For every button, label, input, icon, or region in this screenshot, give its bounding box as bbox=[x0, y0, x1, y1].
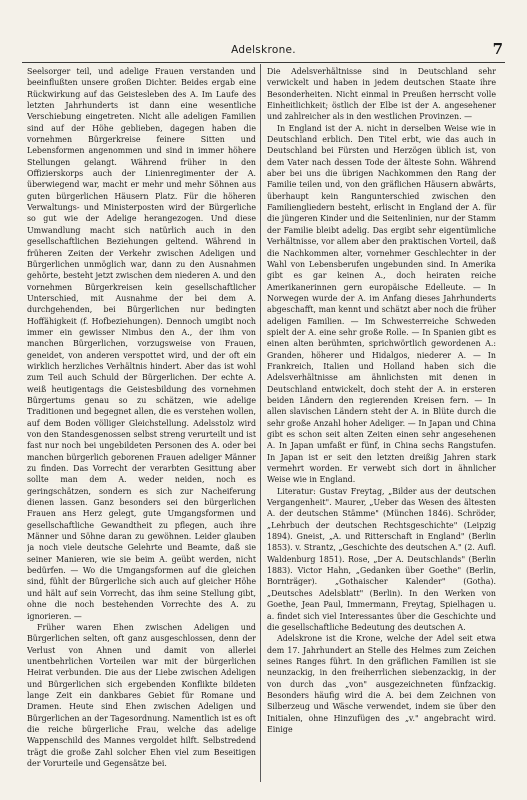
page-number: 7 bbox=[492, 40, 503, 58]
literature-paragraph: Literatur: Gustav Freytag, „Bilder aus der deutschen Vergangenheit". Maurer, „Ueber das Wesen des ältesten A. der deutschen Stämme" (München 1846). Schröder, „Lehrbuch der deutschen Rechtsgeschichte" (Leipzig 1894). Gneist, „A. und Ritterschaft in England" (Berlin 1853). v. Strantz, „Geschichte des deutschen A." (2. Aufl. Waldenburg 1851). Rose, „Der A. Deutschlands" (Berlin 1883). Victor Hahn, „Gedanken über Goethe" (Berlin, Bornträger). „Gothaischer Kalender" (Gotha). „Deutsches Adelsblatt" (Berlin). In den Werken von Goethe, Jean Paul, Immermann, Freytag, Spielhagen u. a. findet sich viel Interessantes über die Geschichte und die gesellschaftliche Bedeutung des deutschen A. bbox=[267, 486, 496, 632]
body-paragraph: Früher waren Ehen zwischen Adeligen und Bürgerlichen selten, oft ganz ausgeschlossen, denn der Verlust von Ahnen und damit von allerlei unentbehrlichen Vorteilen war mit der bürgerlichen Heirat verbunden. Die aus der Liebe zwischen Adeligen und Bürgerlichen sich ergebenden Konflikte bildeten lange Zeit ein dankbares Gebiet für Romane und Dramen. Heute sind Ehen zwischen Adeligen und Bürgerlichen an der Tagesordnung. Namentlich ist es oft die reiche bürgerliche Frau, welche das adelige Wappenschild des Mannes vergoldet hilft. Selbstredend trägt die große Zahl solcher Ehen viel zum Beseitigen der Vorurteile und Gegensätze bei. bbox=[27, 622, 256, 768]
column-divider bbox=[260, 64, 261, 782]
body-paragraph: In England ist der A. nicht in derselben Weise wie in Deutschland erblich. Den Titel erbt, wie das auch in Deutschland bei Fürsten und Herzögen üblich ist, von dem Vater nach dessen Tode der älteste Sohn. Während aber bei uns die übrigen Nachkommen den Rang der Familie teilen und, von den gräflichen Häusern abwärts, überhaupt kein Rangunterschied zwischen den Familiengliedern besteht, erlischt in England der A. für die jüngeren Kinder und die Seitenlinien, nur der Stamm der Familie bleibt adelig. Das ergibt sehr eigentümliche Verhältnisse, vor allem aber den praktischen Vorteil, daß die Nachkommen alter, vornehmer Geschlechter in der Wahl von Lebensberufen ungebunden sind. In Amerika gibt es gar keinen A., doch heiraten reiche Amerikanerinnen gern europäische Edelleute. — In Norwegen wurde der A. im Anfang dieses Jahrhunderts abgeschafft, man kennt und schätzt aber noch die früher adeligen Familien. — Im Schwesterreiche Schweden spielt der A. eine sehr große Rolle. — In Spanien gibt es einen alten berühmten, sprichwörtlich gewordenen A.: Granden, höherer und Hidalgos, niederer A. — In Frankreich, Italien und Holland haben sich die Adelsverhältnisse am ähnlichsten mit denen in Deutschland entwickelt, doch steht der A. in ersteren beiden Ländern den regierenden Kreisen fern. — In allen slavischen Ländern steht der A. in Blüte durch die sehr große Anzahl hoher Adeliger. — In Japan und China gibt es schon seit alten Zeiten einen sehr angesehenen A. In Japan umfaßt er fünf, in China sechs Rangstufen. In Japan ist er seit den letzten dreißig Jahren stark vermehrt worden. Er verwebt sich dort in ähnlicher Weise wie in England. bbox=[267, 123, 496, 485]
right-column bbox=[267, 66, 496, 786]
body-paragraph: Seelsorger teil, und adelige Frauen verstanden und beeinflußten unsere großen Dichter. Beides ergab eine Rückwirkung auf das Geistesleben des A. Im Laufe des letzten Jahrhunderts ist dann eine wesentliche Verschiebung eingetreten. Nicht alle adeligen Familien sind auf der Höhe geblieben, dagegen haben die vornehmen Bürgerkreise feinere Sitten und Lebensformen angenommen und sind in immer höhere Stellungen gelangt. Während früher in den Offizierskorps auch der Linienregimenter der A. überwiegend war, macht er mehr und mehr Söhnen aus guten bürgerlichen Häusern Platz. Für die höheren Verwaltungs- und Ministerposten wird der Bürgerliche so gut wie der Adelige herangezogen. Und diese Umwandlung macht sich natürlich auch in den gesellschaftlichen Beziehungen geltend. Während in früheren Zeiten der Verkehr zwischen Adeligen und Bürgerlichen unmöglich war, dann zu den Ausnahmen gehörte, besteht jetzt zwischen dem niederen A. und den vornehmen Bürgerkreisen kein gesellschaftlicher Unterschied, mit Ausnahme der bei dem A. durchgehenden, bei Bürgerlichen nur bedingten Hoffähigkeit (f. Hofbeziehungen). Dennoch umgibt noch immer ein gewisser Nimbus den A., der ihm von manchen Bürgerlichen, vorzugsweise von Frauen, geneidet, von anderen verspottet wird, und der oft ein wirklich herzliches Verhältnis hindert. Aber das ist wohl zum Teil auch Schuld der Bürgerlichen. Der echte A. weiß heutigentags die Geistesbildung des vornehmen Bürgertums genau so zu schätzen, wie adelige Traditionen und begegnet allen, die es verstehen wollen, auf dem Boden völliger Gleichstellung. Adelsstolz wird von den Standesgenossen selbst streng verurteilt und ist fast nur noch bei ungebildeten Personen des A. oder bei manchen bürgerlich geborenen Frauen adeliger Männer zu finden. Das Vorrecht der verarbten Gesittung aber sollte man dem A. weder neiden, noch es geringschätzen, sondern es sich zur Nacheiferung dienen lassen. Ganz besonders sei den bürgerlichen Frauen ans Herz gelegt, gute Umgangsformen und gesellschaftliche Gewandtheit zu pflegen, auch ihre Männer und Söhne daran zu gewöhnen. Leider glauben ja noch viele deutsche Gelehrte und Beamte, daß sie seiner Manieren, wie sie beim A. geübt werden, nicht bedürfen. — Wo die Umgangsformen auf die gleichen sind, fühlt der Bürgerliche sich auch auf gleicher Höhe und hält auf sein Vorrecht, das ihm seine Stellung gibt, ohne die noch bestehenden Vorrechte des A. zu ignorieren. — bbox=[27, 67, 256, 621]
body-paragraph: Die Adelsverhältnisse sind in Deutschland sehr verwickelt und haben in jedem deutschen Staate ihre Besonderheiten. Nicht einmal in Preußen herrscht volle Einheitlichkeit; östlich der Elbe ist der A. angesehener und zahlreicher als in den westlichen Provinzen. — bbox=[267, 67, 496, 122]
running-title: Adelskrone. bbox=[231, 44, 296, 56]
left-column bbox=[27, 66, 256, 786]
page-header bbox=[22, 40, 505, 63]
entry-paragraph: Adelskrone ist die Krone, welche der Adel seit etwa dem 17. Jahrhundert an Stelle des Helmes zum Zeichen seines Ranges führt. In den gräflichen Familien ist sie neunzackig, in den freiherrlichen siebenzackig, in der von durch das „von" ausgezeichneten fünfzackig. Besonders häufig wird die A. bei dem Zeichnen von Silberzeug und Wäsche verwendet, indem sie über den Initialen, ohne Hinzufügen des „v." angebracht wird. Einige bbox=[267, 634, 496, 734]
